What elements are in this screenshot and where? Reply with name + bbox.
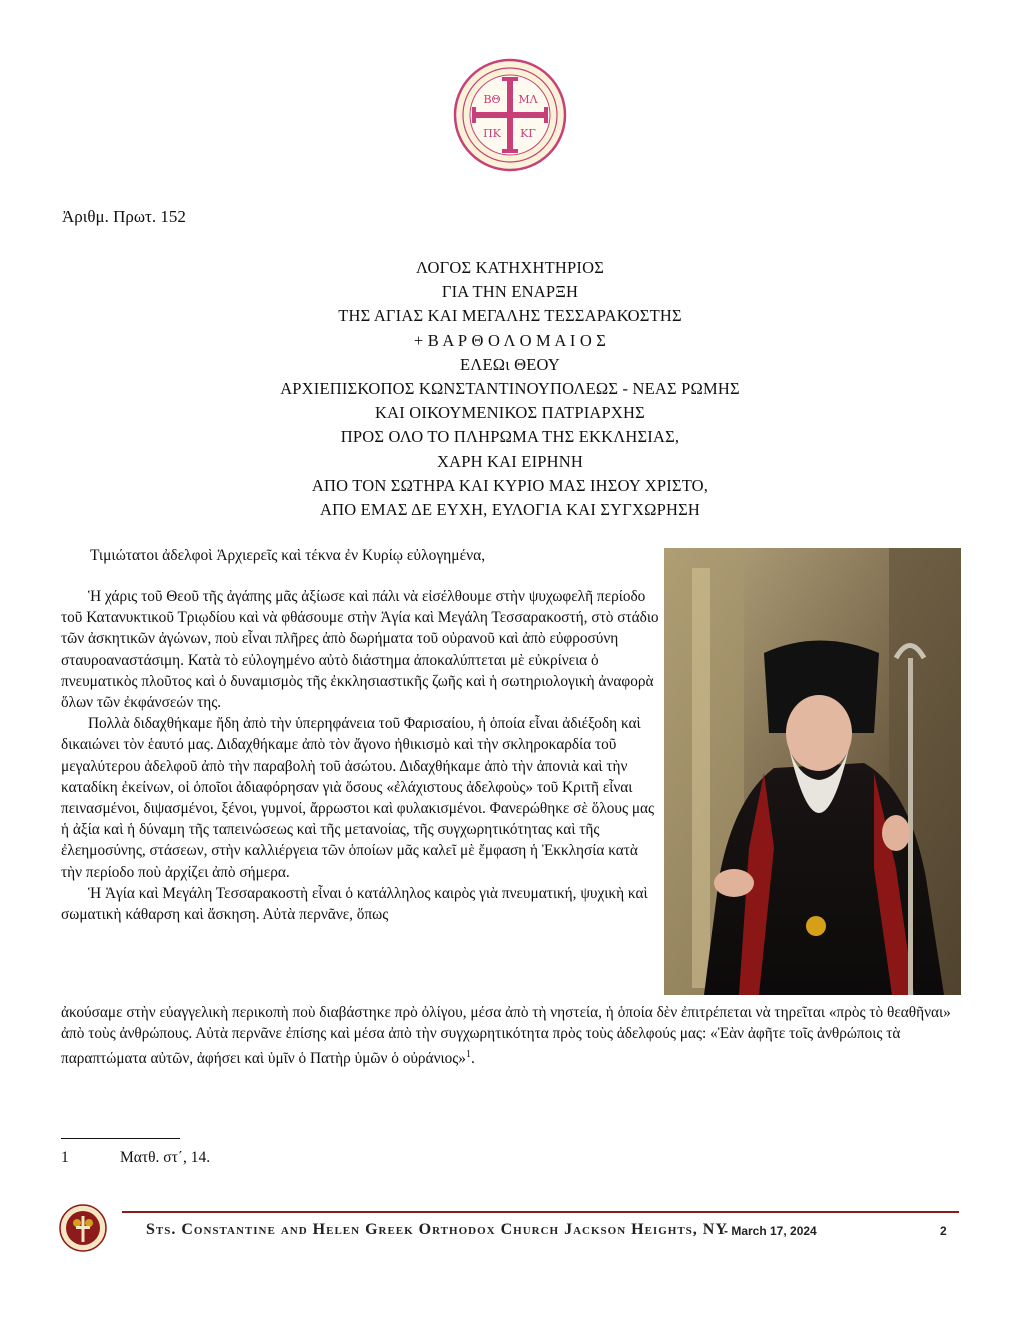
- svg-text:ΠΚ: ΠΚ: [483, 127, 501, 140]
- paragraph-3-continued: ἀκούσαμε στὴν εὐαγγελικὴ περικοπὴ ποὺ διαβάστηκε πρὸ ὀλίγου, μέσα ἀπὸ τὴ νηστεία, ἡ ὁποία δὲν ἐπιτρέπεται νὰ τηρεῖται «πρὸς τὸ θεαθῆναι» ἀπὸ τοὺς ἀνθρώπους. Αὐτὰ περνᾶνε ἐπίσης καὶ μέσα ἀπὸ τὴν συγχωρητικότητα πρὸς τοὺς ἀδελφούς μας: «Ἐὰν ἀφῆτε τοῖς ἀνθρώποις τὰ παραπτώματα αὐτῶν, ἀφήσει καὶ ὑμῖν ὁ Πατὴρ ὑμῶν ὁ οὐράνιος»$^1$.: [61, 1004, 951, 1068]
- footnote-divider: [61, 1138, 180, 1139]
- svg-text:ΜΛ: ΜΛ: [518, 93, 538, 106]
- church-icon: [59, 1204, 107, 1252]
- heading-line: ΚΑΙ ΟΙΚΟΥΜΕΝΙΚΟΣ ΠΑΤΡΙΑΡΧΗΣ: [375, 403, 645, 423]
- page-number: 2: [940, 1224, 947, 1238]
- footnote-reference[interactable]: 1: [465, 1049, 471, 1061]
- heading-line: + Β Α Ρ Θ Ο Λ Ο Μ Α Ι Ο Σ: [413, 330, 607, 350]
- heading-line: ΠΡΟΣ ΟΛΟ ΤΟ ΠΛΗΡΩΜΑ ΤΗΣ ΕΚΚΛΗΣΙΑΣ,: [340, 427, 680, 447]
- patriarch-photo: [664, 548, 961, 995]
- heading-line: ΓΙΑ ΤΗΝ ΕΝΑΡΞΗ: [441, 282, 579, 302]
- paragraph-2: Πολλὰ διδαχθήκαμε ἤδη ἀπὸ τὴν ὑπερηφάνεια τοῦ Φαρισαίου, ἡ ὁποία εἶναι ἀδιέξοδη καὶ δικαιώνει τὸν ἑαυτό μας. Διδαχθήκαμε ἀπὸ τὸν ἄγονο ἠθικισμὸ καὶ τὴν σκληροκαρδία τοῦ μεγαλύτερου ἀδελφοῦ ἀπὸ τὴν παραβολὴ τοῦ ἀσώτου. Διδαχθήκαμε ἀπὸ τὴν ἀπονιὰ καὶ τὴν καταδίκη ἐκείνων, οἱ ὁποῖοι ἀδιαφόρησαν γιὰ ὅσους «ἐλάχιστους ἀδελφοὺς» τοῦ Κριτῆ εἶναι πεινασμένοι, διψασμένοι, ξένοι, γυμνοί, ἄρρωστοι καὶ φυλακισμένοι. Φανερώθηκε σὲ ὅλους μας ἡ ἀξία καὶ ἡ δύναμη τῆς ταπεινώσεως καὶ τῆς μετανοίας, τῆς συγχωρητικότητας καὶ τῆς ἐλεημοσύνης, στάσεων, στὴν καλλιέργεια τῶν ὁποίων μᾶς καλεῖ μὲ ἔμφαση ἡ Ἐκκλησία κατὰ τὴν περίοδο ποὺ ἀρχίζει ἀπὸ σήμερα.: [61, 715, 655, 881]
- footnote-text: Ματθ. στ΄, 14.: [120, 1149, 211, 1166]
- paragraph-3-text: ἀκούσαμε στὴν εὐαγγελικὴ περικοπὴ ποὺ διαβάστηκε πρὸ ὀλίγου, μέσα ἀπὸ τὴ νηστεία, ἡ ὁποία δὲν ἐπιτρέπεται νὰ τηρεῖται «πρὸς τὸ θεαθῆναι» ἀπὸ τοὺς ἀνθρώπους. Αὐτὰ περνᾶνε ἐπίσης καὶ μέσα ἀπὸ τὴν συγχωρητικότητα πρὸς τοὺς ἀδελφούς μας: «Ἐὰν ἀφῆτε τοῖς ἀνθρώποις τὰ παραπτώματα αὐτῶν, ἀφήσει καὶ ὑμῖν ὁ Πατὴρ ὑμῶν ὁ οὐράνιος»: [61, 1004, 951, 1068]
- footnote: [61, 1149, 210, 1167]
- footer-date: - March 17, 2024: [724, 1224, 817, 1238]
- svg-text:ΒΘ: ΒΘ: [483, 93, 501, 106]
- heading-line: ΤΗΣ ΑΓΙΑΣ ΚΑΙ ΜΕΓΑΛΗΣ ΤΕΣΣΑΡΑΚΟΣΤΗΣ: [338, 306, 682, 326]
- protocol-number: Ἀριθμ. Πρωτ. 152: [62, 207, 186, 226]
- paragraph-3: Ἡ Ἁγία καὶ Μεγάλη Τεσσαρακοστὴ εἶναι ὁ κατάλληλος καιρὸς γιὰ πνευματική, ψυχικὴ καὶ σωματικὴ κάθαρση καὶ ἄσκηση. Αὐτὰ περνᾶνε, ὅπως: [61, 884, 648, 924]
- body-text: [61, 586, 659, 925]
- heading-line: ΑΡΧΙΕΠΙΣΚΟΠΟΣ ΚΩΝΣΤΑΝΤΙΝΟΥΠΟΛΕΩΣ - ΝΕΑΣ ΡΩΜΗΣ: [280, 379, 740, 399]
- body-text-continued: [61, 1002, 961, 1070]
- footer-church-name: Sts. Constantine and Helen Greek Orthodox Church Jackson Heights, NY: [146, 1221, 728, 1238]
- paragraph-1: Ἡ χάρις τοῦ Θεοῦ τῆς ἀγάπης μᾶς ἀξίωσε καὶ πάλι νὰ εἰσέλθουμε στὴν ψυχωφελῆ περίοδο τοῦ Κατανυκτικοῦ Τριῳδίου καὶ νὰ φθάσουμε στὴν Ἁγία καὶ Μεγάλη Τεσσαρακοστή, στὸ στάδιο τῶν ἀσκητικῶν ἀγώνων, ποὺ εἶναι πλῆρες ἀπὸ δωρήματα τοῦ οὐρανοῦ καὶ ἀπὸ εὐφροσύνη σταυροαναστάσιμη. Κατὰ τὸ εὐλογημένο αὐτὸ διάστημα ἀποκαλύπτεται μὲ εὐκρίνεια ὁ πνευματικὸς πλοῦτος καὶ ὁ δυναμισμὸς τῆς ἐκκλησιαστικῆς ζωῆς καὶ ἡ σωτηριολογικὴ ἀναφορὰ ὅλων τῶν ἐκφάνσεών της.: [61, 588, 659, 712]
- footer-divider: [122, 1211, 959, 1213]
- document-heading: [160, 256, 860, 522]
- footnote-number: 1: [61, 1149, 69, 1166]
- svg-text:ΚΓ: ΚΓ: [520, 127, 536, 140]
- heading-line: ΕΛΕΩι ΘΕΟΥ: [460, 354, 560, 374]
- patriarchate-seal-logo: [452, 57, 568, 173]
- heading-line: ΑΠΟ ΤΟΝ ΣΩΤΗΡΑ ΚΑΙ ΚΥΡΙΟ ΜΑΣ ΙΗΣΟΥ ΧΡΙΣΤΟ,: [311, 475, 709, 495]
- heading-line: ΑΠΟ ΕΜΑΣ ΔΕ ΕΥΧΗ, ΕΥΛΟΓΙΑ ΚΑΙ ΣΥΓΧΩΡΗΣΗ: [319, 500, 700, 520]
- greeting: Τιμιώτατοι ἀδελφοὶ Ἀρχιερεῖς καὶ τέκνα ἐν Κυρίῳ εὐλογημένα,: [90, 547, 486, 564]
- heading-line: ΧΑΡΗ ΚΑΙ ΕΙΡΗΝΗ: [437, 451, 583, 471]
- heading-line: ΛΟΓΟΣ ΚΑΤΗΧΗΤΗΡΙΟΣ: [415, 258, 605, 277]
